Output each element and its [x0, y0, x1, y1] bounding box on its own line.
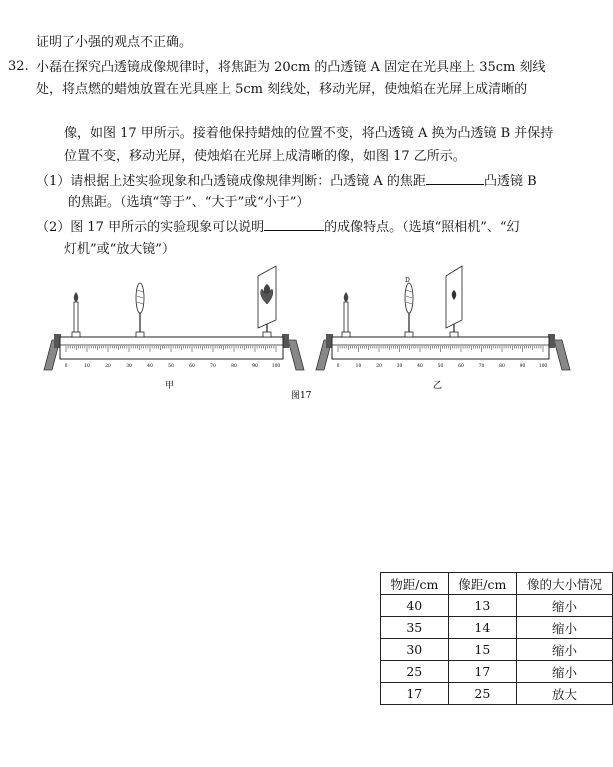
question-text-line-2: 处，将点燃的蜡烛放置在光具座上 5cm 刻线处，移动光屏，使烛焰在光屏上成清晰的	[36, 82, 528, 97]
optical-bench-left	[44, 266, 304, 391]
bench-leg-right-2	[554, 340, 570, 370]
answer-blank-1[interactable]	[426, 172, 484, 185]
scale-labels-right	[337, 363, 548, 369]
scale-label: 100	[271, 364, 281, 369]
table-cell: 40	[381, 595, 449, 617]
table-cell: 30	[381, 639, 449, 661]
answer-blank-2[interactable]	[264, 218, 324, 231]
table-row	[381, 683, 613, 705]
scale-label: 40	[417, 364, 423, 369]
table-cell: 缩小	[517, 661, 613, 683]
scale-label: 80	[499, 364, 505, 369]
candle-right	[342, 292, 350, 337]
question-text-line-3: 像，如图 17 甲所示。接着他保持蜡烛的位置不变，将凸透镜 A 换为凸透镜 B 并保持	[64, 126, 554, 141]
scale-label: 60	[458, 364, 464, 369]
question-text-line-4: 位置不变，移动光屏，使烛焰在光屏上成清晰的像，如图 17 乙所示。	[64, 149, 466, 164]
previous-answer-line: 证明了小强的观点不正确。	[36, 35, 193, 50]
scale-label: 60	[189, 364, 195, 369]
sub-question-2	[36, 218, 520, 237]
table-row	[381, 595, 613, 617]
scale-label: 90	[519, 364, 526, 369]
scale-label: 0	[64, 364, 68, 369]
scale-label: 0	[336, 364, 340, 369]
table-cell: 放大	[517, 683, 613, 705]
table-cell: 25	[381, 661, 449, 683]
table-cell: 25	[448, 683, 517, 705]
scale-labels-left	[65, 363, 281, 369]
lens-letter: D	[405, 277, 410, 284]
light-screen-left	[258, 266, 276, 337]
scale-label: 70	[478, 364, 485, 369]
table-cell: 缩小	[517, 639, 613, 661]
header-image-size: 像的大小情况	[517, 573, 613, 595]
question-number: 32.	[8, 59, 29, 74]
scale-label: 40	[147, 364, 153, 369]
sub-question-2-part-a: （2）图 17 甲所示的实验现象可以说明	[36, 220, 265, 235]
scale-label: 50	[437, 364, 444, 369]
scale-label: 20	[376, 364, 382, 369]
scale-label: 50	[168, 364, 174, 369]
scale-label: 70	[210, 364, 216, 369]
scale-label: 100	[538, 364, 548, 369]
optical-bench-right	[316, 266, 570, 391]
scale-label: 30	[126, 364, 132, 369]
light-screen-right	[446, 266, 462, 337]
sub-question-1-part-a: （1）请根据上述实验现象和凸透镜成像规律判断：凸透镜 A 的焦距	[36, 174, 426, 189]
question-text-line-1: 小磊在探究凸透镜成像规律时，将焦距为 20cm 的凸透镜 A 固定在光具座上 35cm 刻线	[36, 60, 546, 75]
table-header-row	[381, 573, 613, 595]
sub-question-1	[36, 172, 537, 191]
table-row	[381, 661, 613, 683]
bench-leg-right	[288, 340, 304, 370]
table-cell: 17	[448, 661, 517, 683]
figure-label-jia: 甲	[165, 381, 175, 391]
scale-label: 80	[231, 364, 237, 369]
scale-label: 90	[252, 364, 258, 369]
convex-lens-b	[405, 277, 413, 337]
table-cell: 15	[448, 639, 517, 661]
scale-label: 20	[105, 364, 111, 369]
candle-left	[72, 292, 80, 337]
header-object-distance: 物距/cm	[381, 573, 449, 595]
sub-question-1-continued: 的焦距。（选填“等于”、“大于”或“小于”）	[68, 195, 310, 210]
table-cell: 缩小	[517, 595, 613, 617]
sub-question-2-part-b: 的成像特点。（选填“照相机”、“幻	[324, 220, 520, 235]
table-cell: 35	[381, 617, 449, 639]
table-cell: 缩小	[517, 617, 613, 639]
figure-17	[0, 262, 613, 412]
convex-lens-a	[136, 283, 144, 337]
scale-label: 30	[396, 364, 403, 369]
table-cell: 13	[448, 595, 517, 617]
table-row	[381, 617, 613, 639]
table-cell: 14	[448, 617, 517, 639]
scale-label: 10	[355, 364, 362, 369]
header-image-distance: 像距/cm	[448, 573, 517, 595]
figure-label-yi: 乙	[433, 381, 443, 391]
figure-caption: 图17	[291, 391, 312, 401]
table-cell: 17	[381, 683, 449, 705]
scale-label: 10	[84, 364, 90, 369]
data-table	[380, 572, 613, 705]
sub-question-2-continued: 灯机”或“放大镜”）	[64, 242, 175, 257]
table-row	[381, 639, 613, 661]
sub-question-1-part-b: 凸透镜 B	[483, 174, 537, 189]
